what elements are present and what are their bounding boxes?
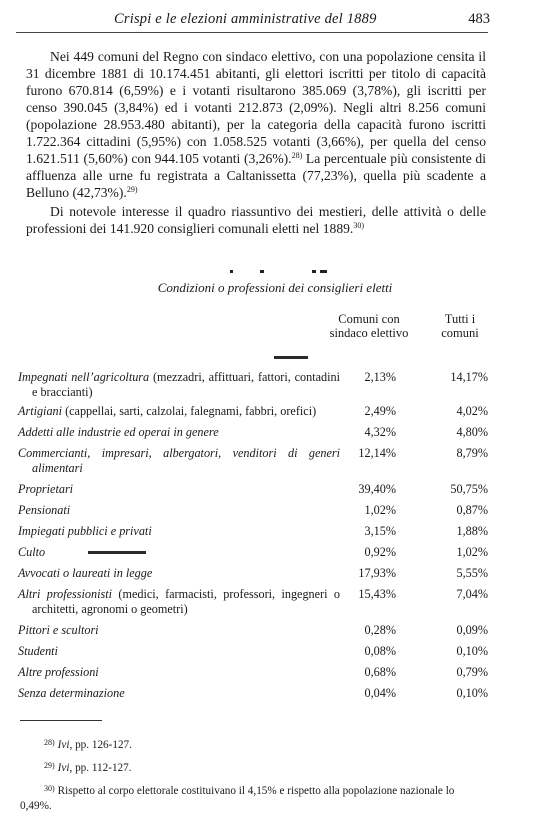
table-row xyxy=(18,524,488,539)
value-tutti-comuni: 4,02% xyxy=(456,404,488,418)
value-sindaco-elettivo: 3,15% xyxy=(364,524,396,538)
column-header-tutti-comuni: Tutti i comuni xyxy=(441,312,479,340)
profession-category: Pittori e scultori xyxy=(18,623,99,637)
table-title: Condizioni o professioni dei consiglieri eletti xyxy=(157,280,393,295)
profession-detail: (medici, farmacisti, professori, ingegneri o architetti, agronomi o geometri) xyxy=(32,587,340,616)
running-header xyxy=(16,10,488,33)
scan-artifact xyxy=(228,270,328,276)
profession-label xyxy=(18,524,340,539)
profession-label xyxy=(18,566,340,581)
profession-label xyxy=(18,370,340,400)
value-tutti-comuni: 4,80% xyxy=(456,425,488,439)
profession-label xyxy=(18,404,340,419)
footnote-number: 30) xyxy=(44,784,55,793)
profession-category: Pensionati xyxy=(18,503,71,517)
profession-category: Senza determinazione xyxy=(18,686,125,700)
footnote xyxy=(20,735,482,753)
footnote-text: Ivi xyxy=(57,762,70,774)
paragraph-1-text-cont: La percentuale più consistente di affluenza alle urne fu registrata a Caltanissetta (77,23%), quella più scadente a Belluno (42,73%). xyxy=(26,151,486,200)
footnote xyxy=(20,781,482,814)
value-sindaco-elettivo: 12,14% xyxy=(358,446,396,460)
table-row xyxy=(18,425,488,440)
value-tutti-comuni: 0,10% xyxy=(456,644,488,658)
value-sindaco-elettivo: 0,04% xyxy=(364,686,396,700)
profession-detail: (mezzadri, affittuari, fattori, contadini e braccianti) xyxy=(32,370,340,399)
table-row xyxy=(18,482,488,497)
value-tutti-comuni: 14,17% xyxy=(450,370,488,384)
footnote-rule xyxy=(20,720,102,721)
table-row xyxy=(18,545,488,560)
footnote-number: 29) xyxy=(44,761,55,770)
table-row xyxy=(18,686,488,701)
footnote-number: 28) xyxy=(44,738,55,747)
profession-label xyxy=(18,425,340,440)
profession-detail: (cappellai, sarti, calzolai, falegnami, fabbri, orefici) xyxy=(62,404,317,418)
value-tutti-comuni: 1,88% xyxy=(456,524,488,538)
profession-label xyxy=(18,623,340,638)
value-tutti-comuni: 5,55% xyxy=(456,566,488,580)
table-row xyxy=(18,503,488,518)
value-sindaco-elettivo: 0,92% xyxy=(364,545,396,559)
profession-category: Impiegati pubblici e privati xyxy=(18,524,152,538)
value-tutti-comuni: 8,79% xyxy=(456,446,488,460)
table-row xyxy=(18,623,488,638)
profession-label xyxy=(18,503,340,518)
profession-category: Addetti alle industrie ed operai in genere xyxy=(18,425,219,439)
page-number: 483 xyxy=(468,11,490,27)
profession-category: Altri professionisti xyxy=(18,587,112,601)
value-tutti-comuni: 7,04% xyxy=(456,587,488,601)
footnote-text: Ivi xyxy=(57,739,70,751)
footnote-text: Rispetto al corpo elettorale costituivano il 4,15% e rispetto alla popolazione nazionale lo 0,49%. xyxy=(20,785,455,812)
table-row xyxy=(18,446,488,476)
value-sindaco-elettivo: 1,02% xyxy=(364,503,396,517)
profession-label xyxy=(18,446,340,476)
note-ref-29: 29) xyxy=(126,185,138,194)
profession-category: Culto xyxy=(18,545,46,559)
footnotes xyxy=(20,735,482,819)
value-sindaco-elettivo: 4,32% xyxy=(364,425,396,439)
profession-category: Proprietari xyxy=(18,482,74,496)
profession-label xyxy=(18,686,340,701)
body-text xyxy=(26,48,486,237)
footnote xyxy=(20,758,482,776)
table-row xyxy=(18,566,488,581)
profession-label xyxy=(18,545,340,560)
column-header-sindaco-elettivo: Comuni con sindaco elettivo xyxy=(329,312,409,340)
profession-label xyxy=(18,665,340,680)
value-tutti-comuni: 1,02% xyxy=(456,545,488,559)
table-row xyxy=(18,370,488,400)
value-tutti-comuni: 0,79% xyxy=(456,665,488,679)
paragraph-2 xyxy=(26,203,486,237)
profession-category: Altre professioni xyxy=(18,665,99,679)
value-tutti-comuni: 0,10% xyxy=(456,686,488,700)
value-sindaco-elettivo: 2,49% xyxy=(364,404,396,418)
profession-category: Impegnati nell’agricoltura xyxy=(18,370,150,384)
value-sindaco-elettivo: 0,28% xyxy=(364,623,396,637)
paragraph-1 xyxy=(26,48,486,201)
profession-label xyxy=(18,644,340,659)
value-sindaco-elettivo: 17,93% xyxy=(358,566,396,580)
profession-category: Avvocati o laureati in legge xyxy=(18,566,153,580)
paragraph-1-text: Nei 449 comuni del Regno con sindaco elettivo, con una popolazione censita il 31 dicembre 1881 di 10.174.451 abitanti, gli elettori iscritti per titolo di capacità furono 670.814 (6,59%) e i votanti risultarono 385.069 (3,78%), gli iscritti per censo 390.045 (3,84%) ed i votanti 212.873 (2,09%). Negli altri 8.256 comuni (popolazione 28.953.480 abitanti), per la categoria della capacità furono iscritti 1.722.364 cittadini (5,95%) con 1.058.525 votanti (3,66%), per quella del censo 1.621.511 (5,60%) con 944.105 votanti (3,26%). xyxy=(26,49,486,166)
value-tutti-comuni: 0,09% xyxy=(456,623,488,637)
table-row xyxy=(18,587,488,617)
value-sindaco-elettivo: 39,40% xyxy=(358,482,396,496)
note-ref-28: 28) xyxy=(291,151,303,160)
table-row xyxy=(18,644,488,659)
profession-category: Commercianti, impresari, albergatori, venditori di generi alimentari xyxy=(18,446,340,475)
table-row xyxy=(18,404,488,419)
scan-artifact xyxy=(274,356,308,359)
value-sindaco-elettivo: 0,08% xyxy=(364,644,396,658)
running-title: Crispi e le elezioni amministrative del 1889 xyxy=(114,11,377,27)
note-ref-30: 30) xyxy=(353,221,364,230)
table-row xyxy=(18,665,488,680)
value-sindaco-elettivo: 2,13% xyxy=(364,370,396,384)
value-tutti-comuni: 0,87% xyxy=(456,503,488,517)
profession-category: Artigiani xyxy=(18,404,63,418)
value-sindaco-elettivo: 15,43% xyxy=(358,587,396,601)
professions-table xyxy=(18,370,488,707)
value-tutti-comuni: 50,75% xyxy=(450,482,488,496)
profession-category: Studenti xyxy=(18,644,58,658)
profession-label xyxy=(18,587,340,617)
footnote-text: , pp. 112-127. xyxy=(69,762,132,774)
footnote-text: , pp. 126-127. xyxy=(69,739,132,751)
paragraph-2-text: Di notevole interesse il quadro riassuntivo dei mestieri, delle attività o delle professioni dei 141.920 consiglieri comunali eletti nel 1889. xyxy=(26,204,486,236)
profession-label xyxy=(18,482,340,497)
value-sindaco-elettivo: 0,68% xyxy=(364,665,396,679)
